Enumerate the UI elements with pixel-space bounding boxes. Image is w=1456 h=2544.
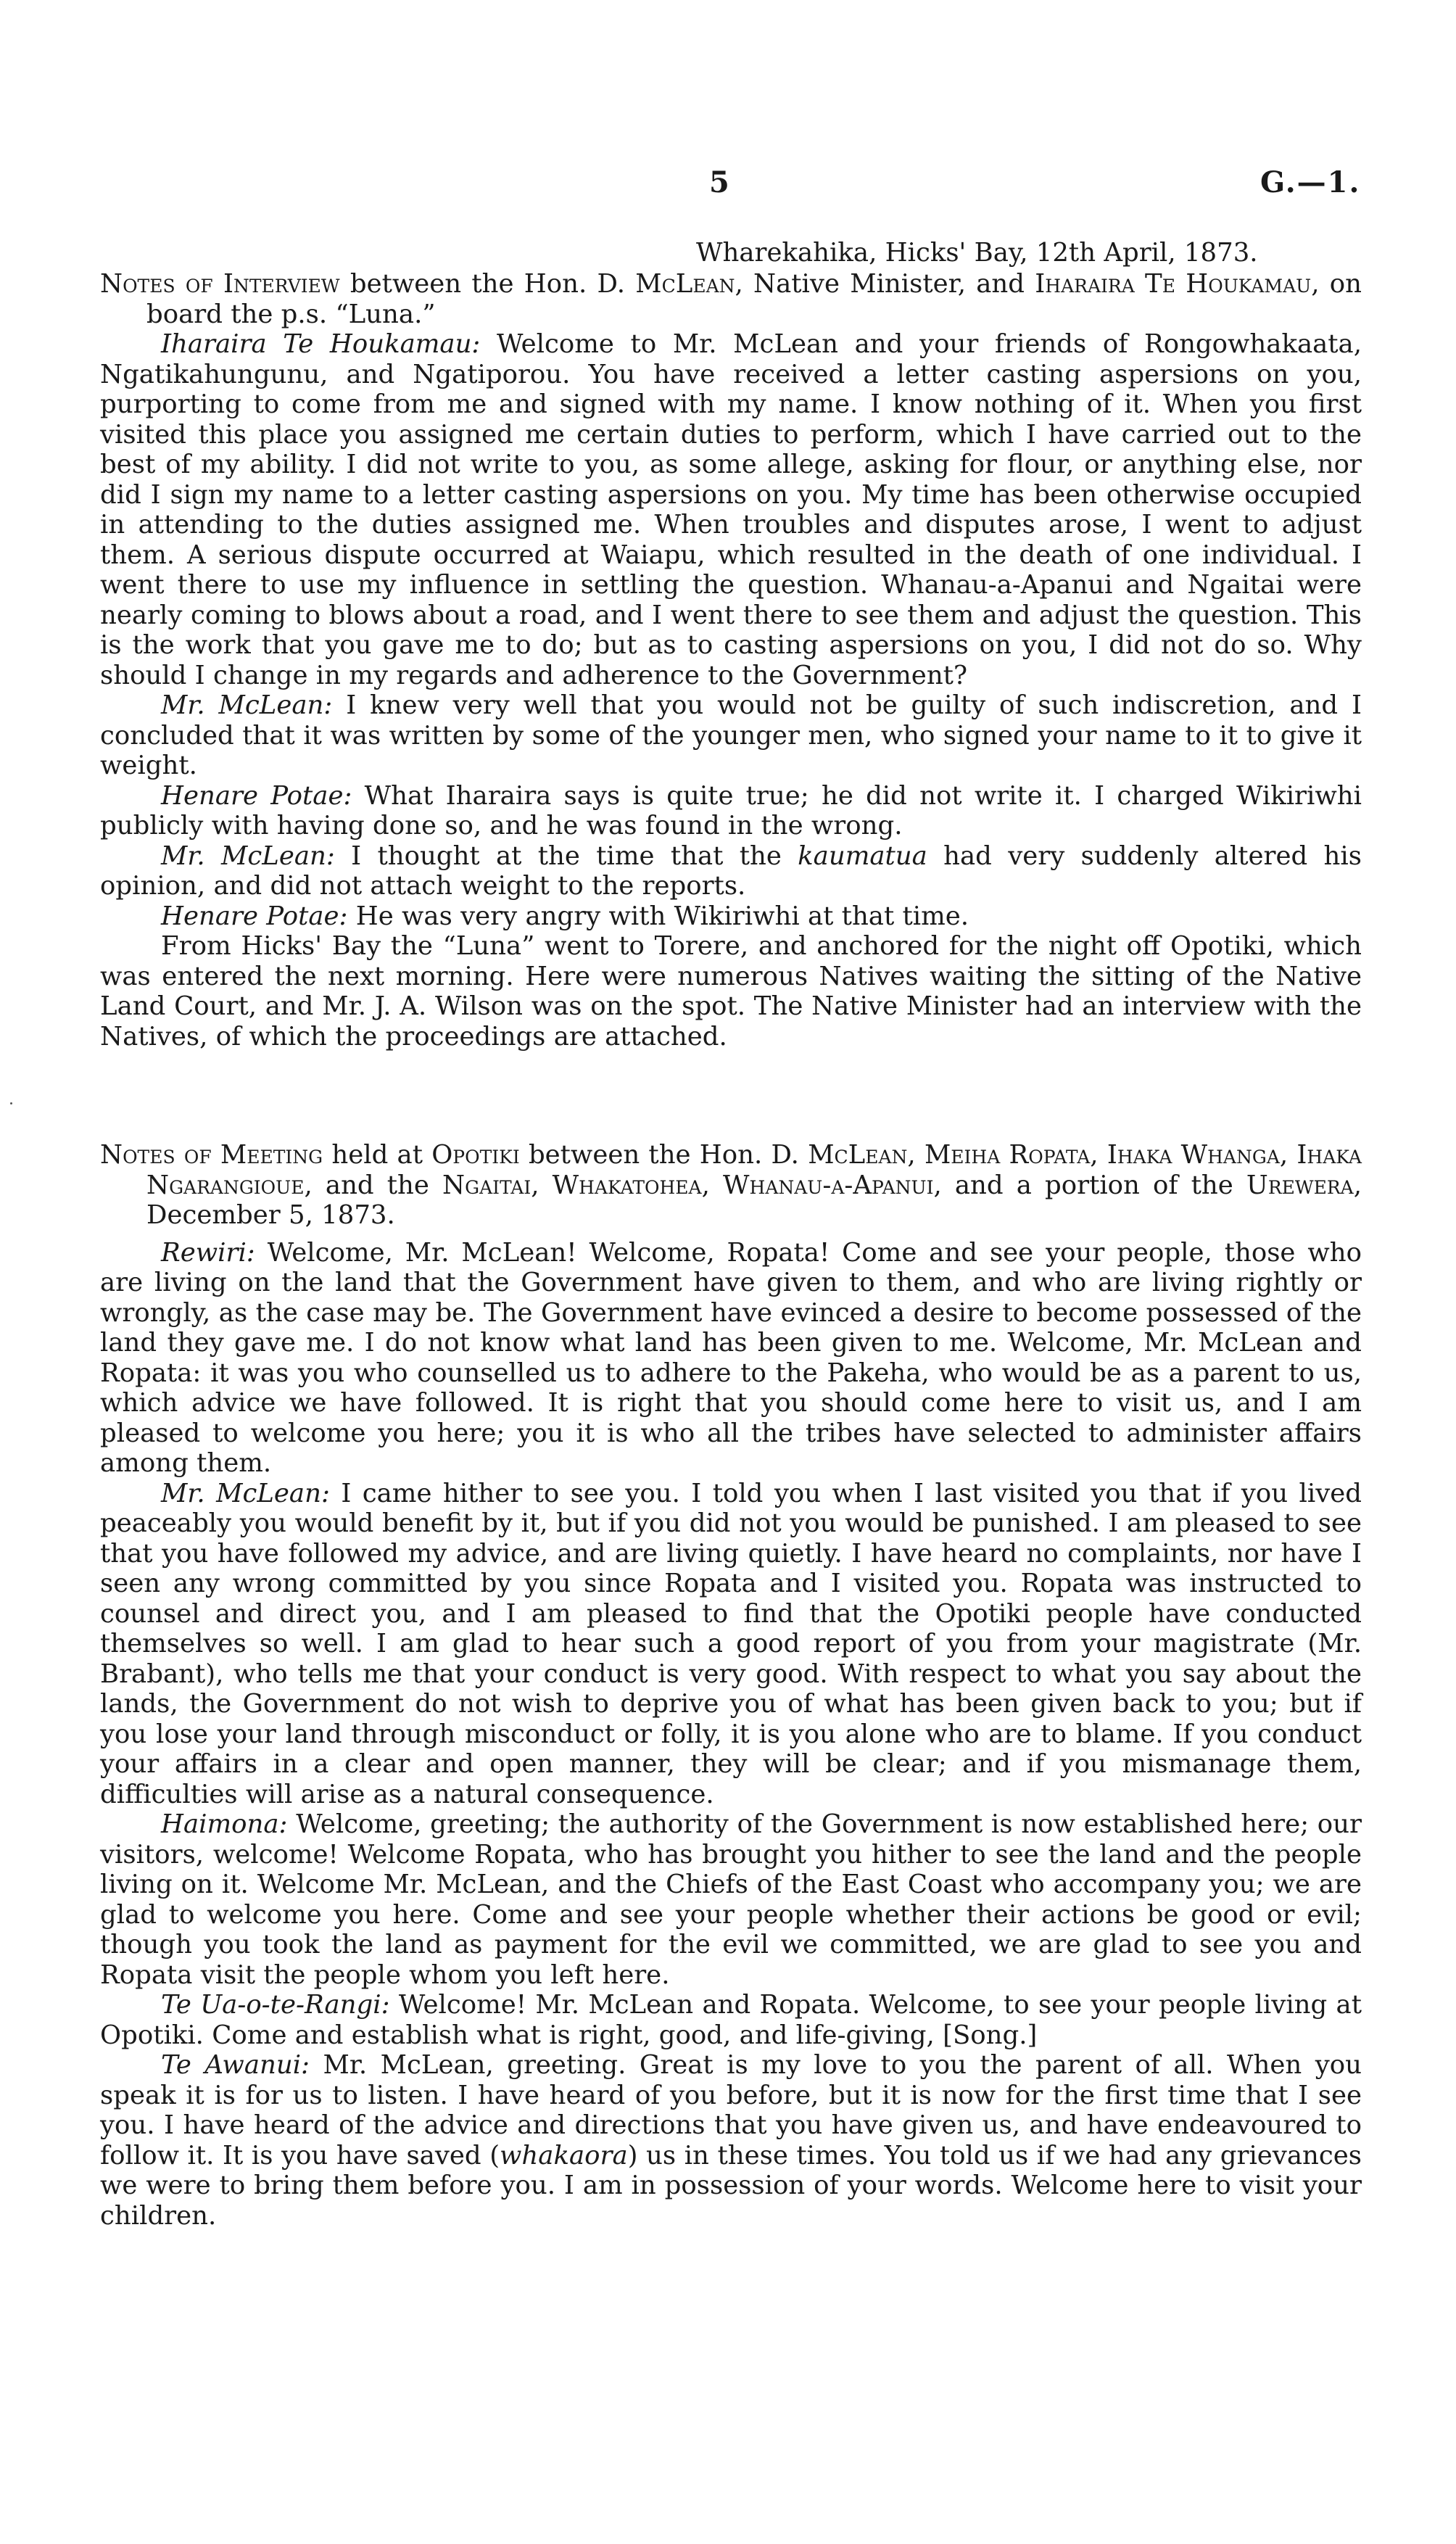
paragraph: Te Awanui: Mr. McLean, greeting. Great is my love to you the parent of all. When you speak it is for us to listen. I have heard of you before, but it is now for the first time that I see you. I have heard of the advice and directions that you have given us, and have endeavoured to follow it. It is you have saved (whakaora) us in these times. You told us if we had any grievances we were to bring them before you. I am in possession of your words. Welcome here to visit your children.	[100, 2050, 1362, 2231]
speaker-name: Iharaira Te Houkamau:	[161, 329, 481, 359]
speaker-name: Haimona:	[161, 1809, 288, 1839]
paragraph: Henare Potae: He was very angry with Wikiriwhi at that time.	[161, 901, 969, 931]
interview-title: Notes of Interview between the Hon. D. McLean, Native Minister, and Iharaira Te Houkamau, on board the p.s. “Luna.”	[100, 269, 1362, 329]
paragraph: Haimona: Welcome, greeting; the authority of the Government is now established here; our visitors, welcome! Welcome Ropata, who has brought you hither to see the land and the people living on it. Welcome Mr. McLean, and the Chiefs of the East Coast who accompany you; we are glad to welcome you here. Come and see your people whether their actions be good or evil; though you took the land as payment for the evil we committed, we are glad to see you and Ropata visit the people whom you left here.	[100, 1809, 1362, 1990]
section-interview	[100, 269, 1362, 1052]
paragraph: Mr. McLean: I came hither to see you. I told you when I last visited you that if you lived peaceably you would benefit by it, but if you did not you would be punished. I am pleased to see that you have followed my advice, and are living quietly. I have heard no complaints, nor have I seen any wrong committed by you since Ropata and I visited you. Ropata was instructed to counsel and direct you, and I am pleased to find that the Opotiki people have conducted themselves so well. I am glad to hear such a good report of you from your magistrate (Mr. Brabant), who tells me that your conduct is very good. With respect to what you say about the lands, the Government do not wish to deprive you of what has been given back to you; but if you lose your land through misconduct or folly, it is you alone who are to blame. If you conduct your affairs in a clear and open manner, they will be clear; and if you mismanage them, difficulties will arise as a natural consequence.	[100, 1478, 1362, 1809]
speaker-name: Mr. McLean:	[161, 1478, 330, 1508]
paragraph: Mr. McLean: I thought at the time that the kaumatua had very suddenly altered his opinion, and did not attach weight to the reports.	[100, 841, 1362, 901]
document-reference: G.—1.	[1260, 165, 1361, 199]
meeting-title: Notes of Meeting held at Opotiki between the Hon. D. McLean, Meiha Ropata, Ihaka Whanga, Ihaka Ngarangioue, and the Ngaitai, Whakatohea, Whanau-a-Apanui, and a portion of the Urewera, December 5, 1873.	[100, 1140, 1362, 1230]
dateline: Wharekahika, Hicks' Bay, 12th April, 1873.	[696, 238, 1258, 268]
speaker-name: Te Awanui:	[161, 2050, 310, 2080]
paragraph: Te Ua-o-te-Rangi: Welcome! Mr. McLean and Ropata. Welcome, to see your people living at Opotiki. Come and establish what is right, good, and life-giving, [Song.]	[100, 1990, 1362, 2050]
paragraph: Iharaira Te Houkamau: Welcome to Mr. McLean and your friends of Rongowhakaata, Ngatikahungunu, and Ngatiporou. You have received a letter casting aspersions on you, purporting to come from me and signed with my name. I know nothing of it. When you first visited this place you assigned me certain duties to perform, which I have carried out to the best of my ability. I did not write to you, as some allege, asking for flour, or anything else, nor did I sign my name to a letter casting aspersions on you. My time has been otherwise occupied in attending to the duties assigned me. When troubles and disputes arose, I went to adjust them. A serious dispute occurred at Waiapu, which resulted in the death of one individual. I went there to use my influence in settling the question. Whanau-a-Apanui and Ngaitai were nearly coming to blows about a road, and I went there to see them and adjust the question. This is the work that you gave me to do; but as to casting aspersions on you, I did not do so. Why should I change in my regards and adherence to the Government?	[100, 329, 1362, 690]
speaker-name: Mr. McLean:	[161, 841, 335, 871]
paragraph: Rewiri: Welcome, Mr. McLean! Welcome, Ropata! Come and see your people, those who are living on the land that the Government have given to them, and who are living rightly or wrongly, as the case may be. The Government have evinced a desire to become possessed of the land they gave me. I do not know what land has been given to me. Welcome, Mr. McLean and Ropata: it was you who counselled us to adhere to the Pakeha, who would be as a parent to us, which advice we have followed. It is right that you should come here to visit us, and I am pleased to welcome you here; you it is who all the tribes have selected to administer affairs among them.	[100, 1237, 1362, 1478]
speaker-name: Henare Potae:	[161, 901, 348, 931]
speaker-name: Mr. McLean:	[161, 690, 333, 720]
narrative-paragraph: From Hicks' Bay the “Luna” went to Torere, and anchored for the night off Opotiki, which was entered the next morning. Here were numerous Natives waiting the sitting of the Native Land Court, and Mr. J. A. Wilson was on the spot. The Native Minister had an interview with the Natives, of which the proceedings are attached.	[100, 931, 1362, 1052]
section-meeting	[100, 1140, 1362, 2231]
speaker-name: Te Ua-o-te-Rangi:	[161, 1990, 390, 2020]
speaker-name: Henare Potae:	[161, 780, 352, 811]
page-number: 5	[709, 165, 729, 199]
paragraph: Henare Potae: What Iharaira says is quite true; he did not write it. I charged Wikiriwhi publicly with having done so, and he was found in the wrong.	[100, 780, 1362, 841]
stray-mark	[10, 1102, 12, 1104]
paragraph: Mr. McLean: I knew very well that you would not be guilty of such indiscretion, and I concluded that it was written by some of the younger men, who signed your name to it to give it weight.	[100, 690, 1362, 780]
speaker-name: Rewiri:	[161, 1237, 255, 1268]
